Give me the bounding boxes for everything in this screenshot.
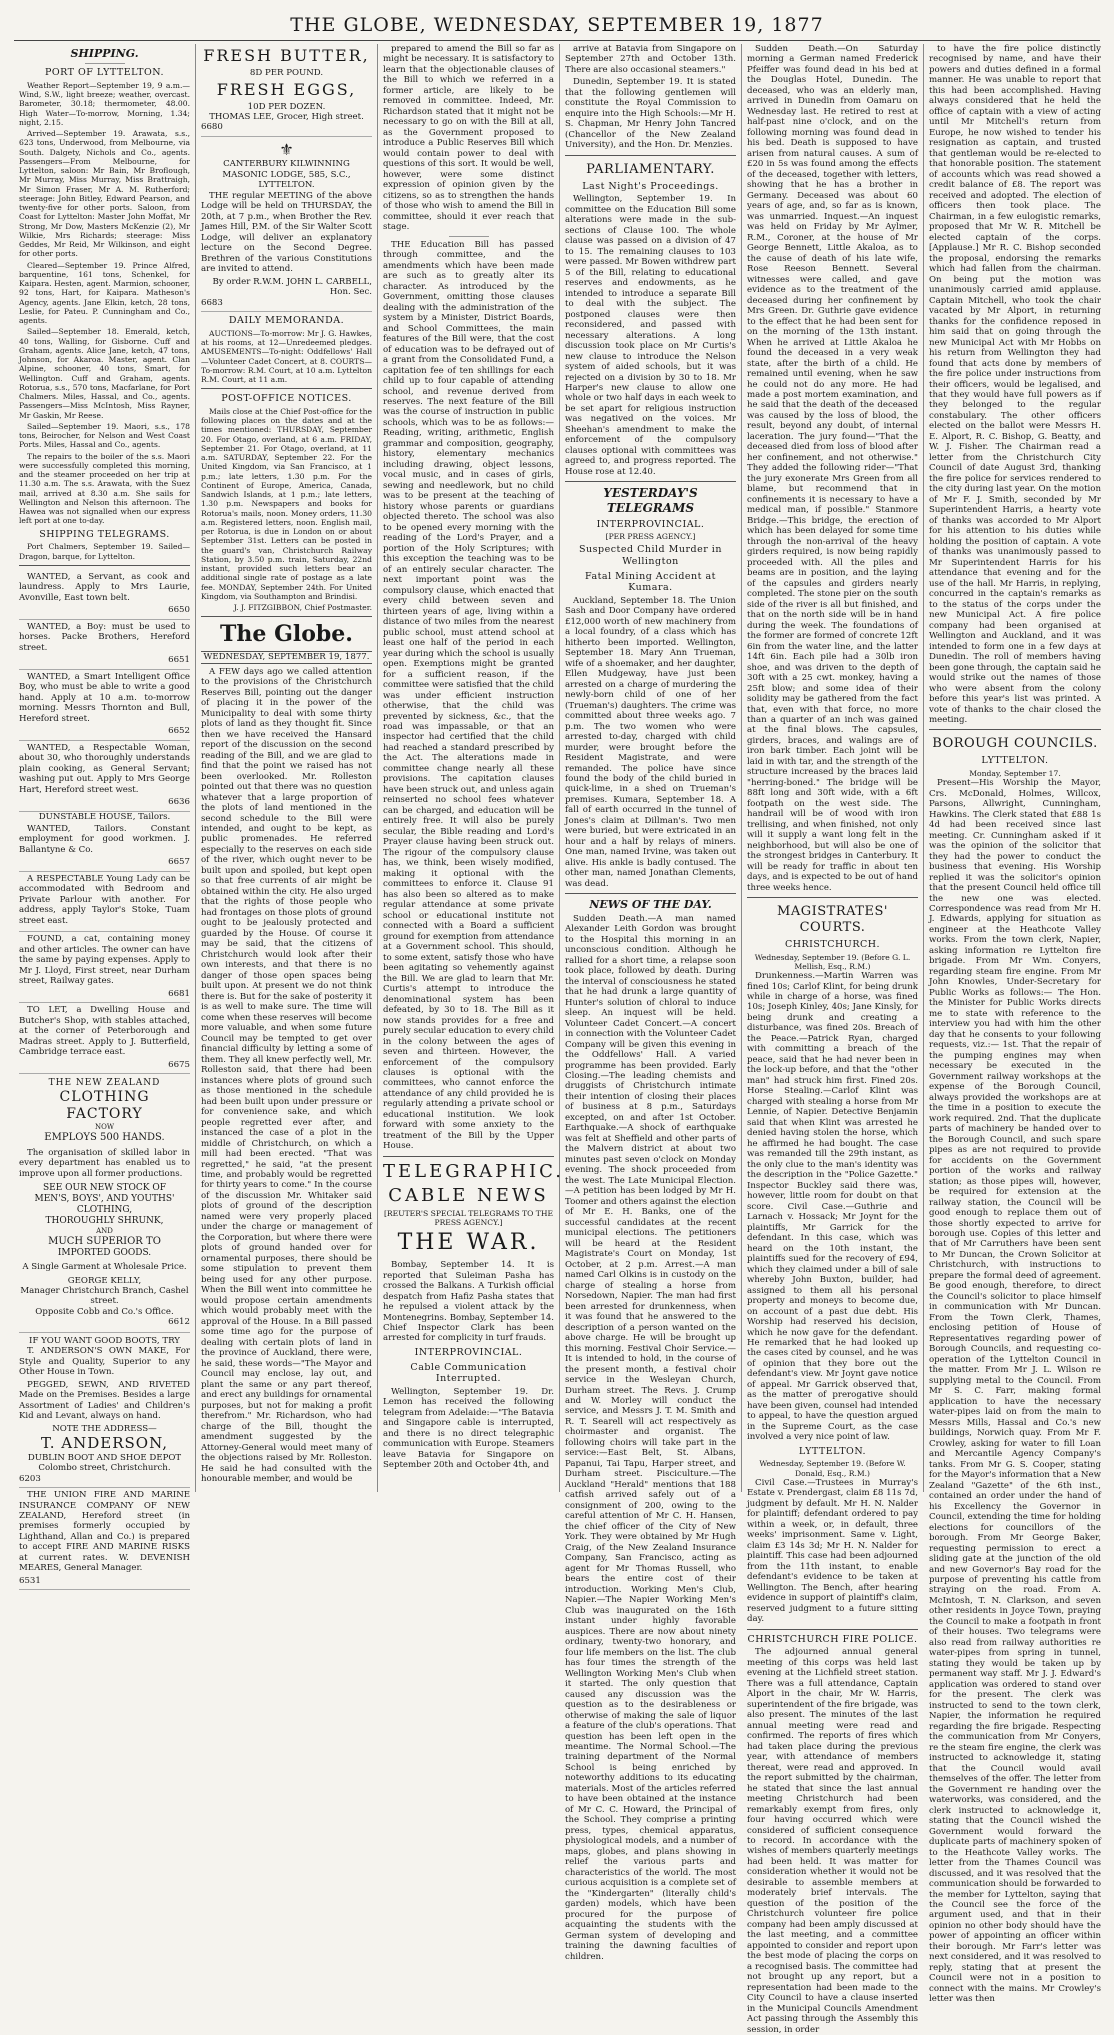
lyttelton-court-title: LYTTELTON.	[798, 1445, 867, 1457]
shipping-title: SHIPPING.	[70, 47, 139, 60]
sailed-19: Sailed—September 19. Maori, s.s., 178 tons, Beirocher, for Nelson and West Coast Ports. Miles, Hassal and Co., agents.	[19, 421, 190, 450]
borough-council-text: Present—His Worship the Mayor, Crs. McDonald, Holmes, Willcox, Parsons, Allwright, Cunningham, Hawkins. The Clerk stated that £88 1s 4d had been received since last meeting. Cr. Cunningham asked if it was the opinion of the solicitor that they had the power to conduct the business that evening. His Worship replied it was the solicitor's opinion that the present Council held office till the new one was elected. Correspondence was read from Mr H. J. Edwards, applying for situation as engineer at the Heathcote Valley works. From the town clerk, Napier, asking information re Lyttelton fire brigade. From Mr Wm. Conyers, regarding steam fire engine. From Mr John Knowles, Under-Secretary for Public Works as follows:— The Hon. the Minister for Public Works directs me to state with reference to the interview you had with him the other day that he consents to your following requests, viz.:— 1st. That the repair of the pumping engines may when necessary be executed in the Government railway workshops at the expense of the Borough Council, always provided the workshops are at the time in a position to execute the work required. 2nd. That the duplicate parts of machinery be handed over to the Borough Council, and such spare pipes as are not required to provide for accidents on the Government portion of the works and railway station; as those pipes will, however, be required for extension at the railway station, the Council will be good enough to replace them out of those shortly expected to arrive for borough use. Copies of this letter and that of Mr Carruthers have been sent to Mr Duncan, the Crown Solicitor at Christchurch, with instructions to prepare the formal deed of agreement. Be good enough, therefore, to direct the Council's solicitor to place himself in communication with Mr Duncan. From the Town Clerk, Thames, enclosing petition of House of Representatives regarding power of Borough Councils, and requesting co-operation of the Lyttelton Council in the matter. From Mr J. L. Wilson re supplying metal to the Council. From Mr S. C. Farr, making formal application to have the necessary water-pipes laid on from the main to Messrs Mills, Hassal and Co.'s new buildings, Norwich quay. From Mr F. Crowley, asking for water to fill Loan and Mercantile Agency Company's tanks. From Mr G. S. Cooper, stating for the Mayor's information that a New Zealand "Gazette" of the 6th inst., contained an order under the hand of his Excellency the Governor in Council, extending the time for holding elections for councillors of the borough. From Mr George Baker, requesting permission to erect a sliding gate at the junction of the old and new Governor's Bay road for the purpose of preventing his cattle from straying on the road. From A. McIntosh, T. N. Clarkson, and seven other residents in Joyce Town, praying the Council to make a footpath in front of their houses. Two telegrams were also read from railway authorities re water-pipes from spring in tunnel, stating they would be taken up by permanent way staff. Mr J. J. Edward's application was ordered to stand over for the present. The clerk was instructed to send to the town clerk, Napier, the information he required regarding the fire brigade. Respecting the communication from Mr Conyers, re the steam fire engine, the clerk was instructed to acknowledge it, stating that the Council would avail themselves of the offer. The letter from the Government re handing over the waterworks, was considered, and the clerk instructed to acknowledge it, stating that the Council wished the Government would forward the duplicate parts of machinery spoken of to the Heathcote Valley works. The letter from the Thames Council was discussed, and it was resolved that the communication should be forwarded to the member for Lyttelton, saying that the Council see the force of the argument used, and that in their opinion no other body should have the power of appointing an officer within their borough. Mr Farr's letter was next considered, and it was resolved to reply, stating that at present the Council were not in a position to connect with the mains. Mr Crowley's letter was then	[929, 778, 1101, 2005]
ad-young-lady: A RESPECTABLE Young Lady can be accommodated with Bedroom and Private Parlour with another. For address, apply Taylor's Stoke, Tuam street east.	[19, 872, 190, 932]
postmaster-signature: J. J. FITZGIBBON, Chief Postmaster.	[233, 603, 372, 613]
parliamentary-title: PARLIAMENTARY.	[586, 161, 715, 177]
borough-councils-title: BOROUGH COUNCILS.	[932, 736, 1098, 752]
ad-to-let: TO LET, a Dwelling House and Butcher's Shop, with stables attached, at the corner of Peterborough and Madras street. Apply to J. Butterfield, Cambridge terrace east. 6675	[19, 1003, 190, 1074]
fire-police-title: CHRISTCHURCH FIRE POLICE.	[747, 1633, 918, 1645]
local-news-continued: Sudden Death.—On Saturday morning a German named Frederick Pfeiffer was found dead in his bed at the Douglas Hotel, Dunedin. The deceased, who was an elderly man, arrived in Dunedin from Oamaru on Wednesday last. He retired to rest at half-past nine o'clock, and on the following morning was found dead in his bed. Death is supposed to have arisen from natural causes. A sum of £20 in 5s was found among the effects of the deceased, together with letters, showing that he has a brother in Germany. Deceased was about 60 years of age, and, so far as is known, was unmarried. Inquest.—An inquest was held on Friday by Mr Aylmer, R.M., Coroner, at the house of Mr George Bennett, Little Akaloa, as to the cause of death of his late wife, Rose Reeson Bennett. Several witnesses were called, and gave evidence as to the treatment of the deceased during her confinement by Mrs Green. Dr. Guthrie gave evidence to the effect that he had been sent for on the morning of the 13th instant. When he arrived at Little Akaloa he found the deceased in a very weak state, after the birth of a child. He remained until evening, when he saw he could not do any more. He had made a post mortem examination, and he said that the death of the deceased was caused by the loss of blood, the result, beyond any doubt, of internal laceration. The jury found—"That the deceased died from loss of blood after her confinement, and not otherwise." They added the following rider—"That the jury exonerate Mrs Green from all blame, but recommend that in confinements it is necessary to have a medical man, if possible." Stanmore Bridge.—This bridge, the erection of which has been delayed for some time through the non-arrival of the heavy girders required, is now being rapidly proceeded with. All the piles and beams are in position, and the laying of the capsules and girders nearly completed. The stone pier on the south side of the river is all but finished, and that on the north side will be in hand during the week. The foundations of the former are formed of concrete 12ft 6in from the water line, and the latter 14ft 6in. Each pile had a 30lb iron shoe, and was driven to the depth of 30ft with a 25 cwt. monkey, having a 25ft blow; and some idea of their solidity may be gathered from the fact that, even with that force, no more than a quarter of an inch was gained at the final blows. The capsules, girders, braces, and walings are of iron bark timber. Each joint will be laid in with tar, and the strength of the structure increased by the braces laid "herring-boned." The bridge will be 88ft long and 30ft wide, with a 6ft footpath on the west side. The handrail will be of wood with iron trellising, and when finished, not only will it supply a want long felt in the neighborhood, but will also be one of the strongest bridges in Canterbury. It will be ready for traffic in about ten days, and is expected to be out of hand three weeks hence.	[747, 44, 918, 893]
column-6	[924, 44, 1106, 2005]
column-1	[14, 44, 196, 1586]
union-insurance-ad: THE UNION FIRE AND MARINE INSURANCE COMPANY OF NEW ZEALAND, Hereford street (in premises formerly occupied by Lighthand, Allan and Co.) is prepared to accept FIRE AND MARINE RISKS at current rates. W. DEVENISH MEARES, General Manager. 6531	[19, 1488, 190, 1590]
ad-woman: WANTED, a Respectable Woman, about 30, who thoroughly understands plain cooking, as General Servant; washing put out. Apply to Mrs George Hart, Hereford street west. 6636	[19, 741, 190, 812]
news-of-the-day-text: Sudden Death.—A man named Alexander Leith Gordon was brought to the Hospital this morning in an unconscious condition. Although he rallied for a short time, a relapse soon took place, followed by death. During the interval of consciousness he stated that he had drunk a large quantity of Hunter's solution of chloral to induce sleep. An inquest will be held. Volunteer Cadet Concert.—A concert in connection with the Volunteer Cadet Company will be given this evening in the Oddfellows' Hall. A varied programme has been provided. Early Closing.—The leading chemists and druggists of Christchurch intimate their intention of closing their places of business at 8 p.m., Saturdays excepted, on and after 1st October. Earthquake.—A shock of earthquake was felt at Sheffield and other parts of the Malvern district at about two minutes past seven o'clock on Monday evening. The shock proceeded from the west. The Late Municipal Election.—A petition has been lodged by Mr H. Toomer and others against the election of Mr E. H. Banks, one of the successful candidates at the recent municipal elections. The petitioners will be heard at the Resident Magistrate's Court on Monday, 1st October, at 2 p.m. Arrest.—A man named Carl Olkins is in custody on the charge of stealing a horse from Norsedown, Napier. The man had first been arrested for drunkenness, when it was found that he answered to the description of a person wanted on the above charge. He will be brought up this morning. Festival Choir Service.—It is intended to hold, in the course of the present month, a festival choir service in the Wesleyan Church, Durham street. The Revs. J. Crump and W. Morley will conduct the service, and Messrs J. T. M. Smith and R. T. Searell will act respectively as choirmaster and organist. The following choirs will take part in the service:—East Belt, St. Albans, Papanui, Tai Tapu, Harper street, and Durham street. Pisciculture.—The Auckland "Herald" mentions that 188 catfish arrived safely out of a consignment of 200, owing to the careful attention of Mr C. H. Hansen, the chief officer of the City of New York. They were obtained by Mr Hugh Craig, of the New Zealand Insurance Company, San Francisco, acting as agent for Mr Thomas Russell, who bears the entire cost of their introduction. Working Men's Club, Napier.—The Napier Working Men's Club was inaugurated on the 16th instant under highly favorable auspices. There are now about ninety ordinary, twenty-two honorary, and four life members on the list. The club has four times the strength of the Wellington Working Men's Club when it started. The only question that caused any discussion was the question as to the desirableness or otherwise of making the sale of liquor a feature of the club's operations. That question has been left open in the meantime. The Normal School.—The training department of the Normal School is being enriched by noteworthy additions to its educating materials. Most of the articles referred to have been obtained at the instance of Mr C. C. Howard, the Principal of the School. They comprise a printing press, types, chemical apparatus, physiological models, and a number of maps, globes, and plans showing in relief the various parts and characteristics of the world. The most curious acquisition is a complete set of the "Kindergarten" (literally child's garden) models, which have been procured for the purpose of acquainting the students with the German system of developing and training the dawning faculties of children.	[565, 913, 736, 1962]
anderson-boots-ad: IF YOU WANT GOOD BOOTS, TRY T. ANDERSON'S OWN MAKE, For Style and Quality, Superior to any Other House in Town. PEGGED, SEWN, AND RIVETED Made on the Premises. Besides a large Assortment of Ladies' and Children's Kid and Levant, always on hand. NOTE THE ADDRESS— T. ANDERSON, DUBLIN BOOT AND SHOE DEPOT Colombo street, Christchurch. 6203	[19, 1333, 190, 1488]
sailed: Sailed—September 18. Emerald, ketch, 40 tons, Walling, for Gisborne. Cuff and Graham, agents. Alice Jane, ketch, 47 tons, Johnson, for Akaroa. Master, agent. Clan Alpine, schooner, 40 tons, Smart, for Wellington. Cuff and Graham, agents. Rotorua, s.s., 570 tons, Macfarlane, for Port Chalmers. Miles, Hassal, and Co., agents. Passengers—Miss McIntosh, Miss Rayner, Mr Gaskin, Mr Reese.	[19, 327, 190, 420]
parliamentary-text: Wellington, September 19. In committee on the Education Bill some alterations were made in the sub-sections of Clause 100. The whole clause was passed on a division of 47 to 15. The remaining clauses to 103 were passed. Mr Bowen withdrew part 5 of the Bill, relating to educational reserves and endowments, as he intended to introduce a separate Bill to deal with the subject. The postponed clauses were then reconsidered, and passed with necessary alterations. A long discussion took place on Mr Curtis's new clause to introduce the Nelson system of aided schools, but it was rejected on a division by 30 to 18. Mr Harper's new clause to allow one whole or two half days in each week to be set apart for religious instruction was negatived on the voices. Mr Sheehan's amendment to make the enforcement of the compulsory clauses optional with committees was agreed to, and progress reported. The House rose at 12.40.	[565, 194, 736, 477]
daily-memoranda: AUCTIONS—To-morrow: Mr J. G. Hawkes, at his rooms, at 12—Unredeemed pledges. AMUSEMENTS—To-night: Oddfellows' Hall—Volunteer Cadet Concert, at 8. COURTS—To-morrow: R.M. Court, at 10 a.m. Lyttelton R.M. Court, at 11 a.m.	[201, 328, 372, 385]
clothing-factory-ad: THE NEW ZEALAND CLOTHING FACTORY NOW EMPLOYS 500 HANDS. The organisation of skilled labor in every department has enabled us to improve upon all former productions. SEE OUR NEW STOCK OF MEN'S, BOYS', AND YOUTHS' CLOTHING, THOROUGHLY SHRUNK, AND MUCH SUPERIOR TO IMPORTED GOODS. A Single Garment at Wholesale Price. GEORGE KELLY, Manager Christchurch Branch, Cashel street. Opposite Cobb and Co.'s Office. 6612	[19, 1074, 190, 1333]
cable-interrupted-text: Wellington, September 19. Dr. Lemon has received the following telegram from Adelaide:—"The Batavia and Singapore cable is interrupted, and there is no direct telegraphic communication with Europe. Steamers leave Batavia for Singapore on September 20th and October 4th, and	[383, 1386, 554, 1471]
column-3	[378, 44, 564, 1492]
shipping-telegrams: Port Chalmers, September 19. Sailed—Dragon, barque, for Lyttelton.	[19, 542, 190, 561]
batavia-continued: arrive at Batavia from Singapore on September 27th and October 13th. There are also occasional steamers."	[565, 44, 736, 75]
post-office-notices: Mails close at the Chief Post-office for the following places on the dates and at the times mentioned: THURSDAY, September 20. For Otago, overland, at 6 a.m. FRIDAY, September 21. For Otago, overland, at 11 a.m. SATURDAY, September 22. For the United Kingdom, via San Francisco, at 1 p.m.; late letters, 1.30 p.m. For the Continent of Europe, America, Canada, Sandwich Islands, at 1 p.m.; late letters, 1.30 p.m. Newspapers and books for Rotorua's mails, noon. Money orders, 11.30 a.m. Registered letters, noon. English mail, per Rotorua, is due in London on or about September 31st. Letters can be posted in the guard's van, Christchurch Railway Station, by 3.50 p.m. train, Saturday, 22nd instant, provided such letters bear an additional single rate of postage as a late fee. MONDAY, September 24th. For United Kingdom, via Southampton and Brindisi.	[201, 406, 372, 601]
editorial-dateline: WEDNESDAY, SEPTEMBER 19, 1877.	[201, 651, 372, 663]
leader-reserves-bill: A FEW days ago we called attention to the provisions of the Christchurch Reserves Bill, pointing out the danger of placing it in the power of the Municipality to deal with some thirty plots of land as they thought fit. Since then we have received the Hansard report of the discussion on the second reading of the Bill, and we are glad to find that the point we raised has not been overlooked. Mr. Rolleston pointed out that there was no question whatever that a large proportion of the plots of land mentioned in the second schedule to the Bill were intended, and ought to be kept, as public promenades. He referred especially to the reserves on each side of the river, which ought never to be built upon and spoiled, but kept open so that free currents of air might be obtained within the city. He also urged that the rights of those people who had frontages on those plots of ground ought to be jealously protected and guarded by the House. Of course it may be said, that the citizens of Christchurch would look after their own interests, and that there is no danger of those open spaces being built upon. At present we do not think there is. But for the sake of posterity it is as well to make sure. The time will come when these reserves will become more valuable, and when some future Council may be tempted to get over financial difficulty by letting a some of them. They all knew perfectly well, Mr. Rolleston said, that there had been instances where plots of ground such as those mentioned in the schedule had been built upon under pressure or for convenience sake, and which people regretted ever after, and instanced the case of a plot in the middle of Christchurch, on which a mill had been erected. "That was regretted," he said, "at the present time, and probably would be regretted for thirty years to come." In the course of the discussion Mr. Whitaker said plots of ground of the description named were very properly placed under the charge or management of the Corporation, but where there were plots of ground handed over for ornamental purposes, there should be some stipulation to prevent them being used for any other purpose. When the Bill went into committee he would propose certain amendments which would probably meet with the approval of the House. In a Bill passed some time ago for the purpose of dealing with certain plots of land in the province of Auckland, there were, he said, these words—"The Mayor and Council may enclose, lay out, and plant the same or any part thereof, and erect any buildings for ornamental purposes, but not for making a profit therefrom." Mr. Richardson, who had charge of the Bill, thought the amendment suggested by the Attorney-General would meet many of the objections raised by Mr. Rolleston. He said he had consulted with the honourable member, and would be	[201, 666, 372, 1485]
globe-title: The Globe.	[220, 621, 353, 648]
christchurch-court-title: CHRISTCHURCH.	[784, 938, 881, 950]
christchurch-court-text: Drunkenness.—Martin Warren was fined 10s; Carlof Klint, for being drunk while in charge of a horse, was fined 10s; Joseph Kinley, 40s; Jane Kinsly, for being drunk and creating a disturbance, was fined 20s. Breach of the Peace.—Patrick Ryan, charged with committing a breach of the peace, said that he had never been in the lock-up before, and that the "other man" had struck him first. Fined 20s. Horse Stealing.—Carlof Klint was charged with stealing a horse from Mr Lennie, of Napier. Detective Benjamin said that when Klint was arrested he denied having stolen the horse, which he affirmed he had bought. The case was remanded till the 29th instant, as the only clue to the man's identity was the description in the "Police Gazette." Inspector Buckley said there was, however, little room for doubt on that score. Civil Case.—Guthrie and Larnach v. Hossack; Mr Joynt for the plaintiffs, Mr Garrick for the defendant. In this case, which was heard on the 10th instant, the plaintiffs sued for the recovery of £94, which they claimed under a bill of sale whereby John Buxton, builder, had assigned to them all his personal property and moneys to become due, on account of a past due debt. His Worship had reserved his decision, which he now gave for the defendant. He remarked that he had looked up the cases cited by counsel, and he was of opinion that they bore out the defendant's view. Mr Joynt gave notice of appeal. Mr Garrick observed that, as the matter of prerogative should have been given, counsel had intended to appeal, to have the question argued in the Supreme Court, as the case involved a very nice point of law.	[747, 971, 918, 1443]
dunstable-house: DUNSTABLE HOUSE, Tailors.	[38, 811, 171, 822]
leader-education-bill: THE Education Bill has passed through committee, and the amendments which have been made are such as to greatly alter its character. As introduced by the Government, omitting those clauses dealing with the administration of the system by a Minister, District Boards, and School Committees, the main features of the Bill were, that the cost of education was to be defrayed out of a grant from the Consolidated Fund, a capitation fee of ten shillings for each child up to four capable of attending school, and revenue derived from reserves. The next feature of the Bill was the course of instruction in public schools, which was to be as follows:—Reading, writing, arithmetic, English grammar and composition, geography, history, elementary mechanics including drawing, object lessons, vocal music, and in cases of girls, sewing and needlework, but no child was to be present at the teaching of history whose parents or guardians objected thereto. The school was also to be opened every morning with the reading of the Lord's Prayer, and a portion of the Holy Scriptures; with this exception the teaching was to be of an entirely secular character. The next important point was the compulsory clause, which enacted that every child between seven and thirteen years of age, living within a distance of two miles from the nearest public school, must attend school at least one half of the period in each year during which the school is usually open. Exemptions might be granted for a sufficient reason, if the committee were satisfied that the child was under efficient instruction otherwise, that the child was prevented by sickness, &c., that the road was impassable, or that an inspector had certified that the child had reached a standard prescribed by the Act. The alterations made in committee change nearly all these provisions. The capitation clauses have been struck out, and unless again reinserted no school fees whatever can be charged, and education will be entirely free. It will also be purely secular, the Bible reading and Lord's Prayer clause having been struck out. The rigour of the compulsory clause has, we think, been wisely modified, making it optional with the committees to enforce it. Clause 91 has also been so altered as to make regular attendance at some private school or educational institute not connected with a Board a sufficient ground for exemption from attendance at a Government school. This should, to some extent, satisfy those who have been agitating so vehemently against the Bill. We are glad to learn that Mr. Curtis's attempt to introduce the denominational system has been defeated, by 30 to 18. The Bill as it now stands provides for a free and purely secular education to every child in the colony between the ages of seven and thirteen. However, the enforcement of the compulsory clauses is optional with the committees, who cannot enforce the attendance of any child provided he is regularly attending a private school or educational institution. We look forward with some anxiety to the treatment of the Bill by the Upper House.	[383, 239, 554, 1152]
news-of-the-day-title: NEWS OF THE DAY.	[589, 898, 712, 912]
headline-mining-accident: Fatal Mining Accident at Kumara.	[585, 570, 716, 594]
christchurch-court-date: Wednesday, September 19. (Before G. L. Mellish, Esq., R.M.)	[754, 952, 911, 971]
dunedin-commission: Dunedin, September 19. It is stated that the following gentlemen will constitute the Royal Commission to enquire into the High Schools:—Mr H. S. Chapman, Mr Henry John Tancred (Chancellor of the New Zealand University), and the Hon. Dr. Menzies.	[565, 77, 736, 151]
interprovincial-title-2: INTERPROVINCIAL.	[596, 518, 705, 530]
ad-tailors: WANTED, Tailors. Constant employment for good workmen. J. Ballantyne & Co. 6657	[19, 822, 190, 872]
masonic-lodge-ad: ⚜ CANTERBURY KILWINNING MASONIC LODGE, 585, S.C., LYTTELTON. THE regular MEETING of the above Lodge will be held on THURSDAY, the 20th, at 7 p.m., when Brother the Rev. James Hill, P.M. of the Sir Walter Scott Lodge, will deliver an explanatory lecture on the Second Degree. Brethren of the various Constitutions are invited to attend. By order R.W.M. JOHN L. CARBELL, Hon. Sec. 6683	[201, 137, 372, 312]
lyttelton-court-text: Civil Case.—Trustees in Murray's Estate v. Prendergast, claim £8 11s 7d, judgment by default. Mr H. N. Nalder for plaintiff; defendant ordered to pay within a week, or, in default, three weeks' imprisonment. Same v. Light, claim £3 14s 3d; Mr H. N. Nalder for plaintiff. This case had been adjourned from the 11th instant, to enable defendant's evidence to be taken at Wellington. The Bench, after hearing evidence in support of plaintiff's claim, reserved judgment to a future sitting day.	[747, 1477, 918, 1625]
daily-memoranda-title: DAILY MEMORANDA.	[228, 315, 345, 327]
column-2	[196, 44, 378, 1492]
port-title: PORT OF LYTTELTON.	[44, 67, 165, 79]
reuter-line: [REUTER'S SPECIAL TELEGRAMS TO THE PRESS AGENCY.]	[383, 1208, 554, 1228]
war-news: Bombay, September 14. It is reported that Suleiman Pasha has crossed the Balkans. A Turkish official despatch from Hafiz Pasha states that he repulsed a violent attack by the Montenegrins. Bombay, September 14. Chief Inspector Clark has been arrested for complicity in turf frauds.	[383, 1260, 554, 1344]
shipping-notes: The repairs to the boiler of the s.s. Maori were successfully completed this morning, and the steamer proceeded on her trip at 11.30 a.m. The s.s. Arawata, with the Suez mail, arrived at 8.30 a.m. She sails for Wellington and Nelson this afternoon. The Hawea was not signalled when our express left port at one to-day.	[19, 451, 190, 526]
borough-lyttelton-title: LYTTELTON.	[981, 755, 1049, 767]
ad-found-cat: FOUND, a cat, containing money and other articles. The owner can have the same by paying expenses. Apply to Mr J. Lloyd, First street, near Durham street, Railway gates. 6681	[19, 932, 190, 1003]
cable-interrupted-title: Cable Communication Interrupted.	[410, 1361, 527, 1385]
shipping-telegrams-title: SHIPPING TELEGRAMS.	[39, 528, 170, 540]
ad-servant: WANTED, a Servant, as cook and laundress. Apply to Mrs Laurie, Avonville, East town belt. 6650	[19, 570, 190, 620]
lyttelton-court-date: Wednesday, September 19. (Before W. Donald, Esq., R.M.)	[759, 1459, 906, 1478]
compass-icon: ⚜	[279, 139, 294, 159]
masthead: THE GLOBE, WEDNESDAY, SEPTEMBER 19, 1877	[14, 14, 1100, 41]
post-office-title: POST-OFFICE NOTICES.	[221, 393, 352, 405]
columns	[14, 44, 1101, 2035]
interprovincial-title: INTERPROVINCIAL.	[414, 1346, 523, 1358]
telegrams-text: Auckland, September 18. The Union Sash and Door Company have ordered £12,000 worth of new machinery from a local foundry, of a class which has hitherto been imported. Wellington, September 18. Mary Ann Trueman, wife of a shoemaker, and her daughter, Ellen Mudgeway, have just been arrested on a charge of murdering the newly-born child of one of her (Trueman's) daughters. The crime was committed about three weeks ago. 7 p.m. The two women who were arrested to-day, charged with child murder, were brought before the Resident Magistrate, and were remanded. The police have since found the body of the child buried in quick-lime, in a shed on Trueman's premises. Kumara, September 18. A fall of earth occurred in the tunnel of Jones's claim at Dillman's. Two men were buried, but were extricated in an hour and a half by relays of miners. One man, named Irvine, was taken out alive. His ankle is badly contused. The other man, named Jonathan Clements, was dead.	[565, 595, 736, 889]
leader-continued: prepared to amend the Bill so far as might be necessary. It is satisfactory to learn that the objectionable clauses of the Bill to which we referred in a former article, are likely to be removed in committee. Indeed, Mr. Richardson stated that it might not be necessary to go on with the Bill at all, as the Government proposed to introduce a Public Reserves Bill which would contain power to deal with questions of this sort. It would be well, however, were some distinct expression of opinion given by the citizens, so as to strengthen the hands of those who wish to amend the Bill in committee, should it ever reach that stage.	[383, 44, 554, 233]
ad-boy: WANTED, a Boy: must be used to horses. Packe Brothers, Hereford street. 6651	[19, 620, 190, 670]
yesterdays-telegrams-title: YESTERDAY'S TELEGRAMS	[603, 486, 698, 515]
headline-child-murder: Suspected Child Murder in Wellington	[579, 544, 722, 568]
borough-date: Monday, September 17.	[969, 768, 1061, 778]
telegraphic-title: TELEGRAPHIC.	[383, 1160, 564, 1182]
the-war-title: THE WAR.	[397, 1230, 540, 1256]
weather-report: Weather Report—September 19, 9 a.m.—Wind, S.W., light breeze; weather, overcast. Barometer, 30.18; thermometer, 48.00. High Water—To-morrow, Morning, 1.34; night, 2.15.	[19, 80, 190, 127]
parliamentary-subtitle: Last Night's Proceedings.	[582, 180, 719, 192]
arrived: Arrived—September 19. Arawata, s.s., 623 tons, Underwood, from Melbourne, via South. Dalgety, Nichols and Co., agents. Passengers—From Melbourne, for Lyttelton, saloon: Mr Bain, Mr Broflough, Mr Murray, Miss Murray, Miss Brattraigh, Mr Simon Fraser, Mr A. M. Rutherford; steerage: John Bitley, Edward Pearson, and twenty-five for other ports. Saloon, from Coast for Lyttelton: Master John Moffat, Mr Strong, Mr Dow, Masters McKenzie (2), Mr Wilkie, Mrs Richards; steerage: Miss Geddes, Mr Reid, Mr Wilkinson, and eight for other ports.	[19, 129, 190, 259]
fire-police-continued: to have the fire police distinctly recognised by name, and have their powers and duties defined in a formal manner. He was unable to report that this had been accomplished. Having always considered that he held the office of captain with a view of acting until Mr Mitchell's return from Europe, he now wished to tender his resignation as captain, and trusted that gentleman would be re-elected to that honorable position. The statement of accounts which was read showed a credit balance of £8. The report was received and adopted. The election of officers then took place. The Chairman, in a few eulogistic remarks, proposed that Mr W. R. Mitchell be elected captain of the corps. [Applause.] Mr R. C. Bishop seconded the proposal, endorsing the remarks which had fallen from the chairman. On being put the motion was unanimously carried amid applause. Captain Mitchell, who took the chair vacated by Mr Alport, in returning thanks for the confidence reposed in him said that on going through the new Municipal Act with Mr Hobbs on his return from Wellington they had found that acts done by members of the fire police under instructions from their officers, would be legalised, and that they would have full powers as if they belonged to the regular constabulary. The other officers elected on the ballot were Messrs H. E. Alport, R. C. Bishop, G. Beatty, and W. J. Fisher. The Chairman read a letter from the Christchurch City Council of date August 3rd, thanking the fire police for services rendered to the city during last year. On the motion of Mr F. J. Smith, seconded by Mr Superintendent Harris, a hearty vote of thanks was accorded to Mr Alport for his attention to his duties while holding the position of captain. A vote of thanks was unanimously passed to Mr Superintendent Harris for his attendance that evening and for the use of the hall. Mr Harris, in replying, concurred in the captain's remarks as to the status of the corps under the new Municipal Act. A fire police company had been organised at Wellington and Auckland, and it was intended to form one in a few days at Dunedin. The roll of members having been gone through, the captain said he would strike out the names of those who were absent from the colony before this year's list was printed. A vote of thanks to the chair closed the meeting.	[929, 44, 1101, 725]
cable-news-title: CABLE NEWS	[388, 1184, 549, 1206]
press-agency: [PER PRESS AGENCY.]	[605, 532, 696, 542]
butter-eggs-ad: FRESH BUTTER, 8D PER POUND. FRESH EGGS, 10D PER DOZEN. THOMAS LEE, Grocer, High street. 6680	[201, 46, 372, 137]
ad-office-boy: WANTED, a Smart Intelligent Office Boy, who must be able to write a good hand. Apply at 10 a.m. to-morrow morning. Messrs Thornton and Bull, Hereford street. 6652	[19, 670, 190, 741]
fire-police-text: The adjourned annual general meeting of this corps was held last evening at the Lichfield street station. There was a full attendance, Captain Alport in the chair, Mr W. Harris, superintendent of the fire brigade, was also present. The minutes of the last annual meeting were read and confirmed. The reports of fires which had taken place during the previous year, with attendance of members thereat, were read and approved. In the report submitted by the chairman, he stated that since the last annual meeting Christchurch had been remarkably exempt from fires, only four having occurred which were considered of sufficient consequence to record. In accordance with the wishes of members quarterly meetings had been held. It was matter for consideration whether it would not be desirable to assemble members at moderately brief intervals. The question of the position of the Christchurch volunteer fire police company had been amply discussed at the last meeting, and a committee appointed to consider and report upon the best mode of placing the corps on a recognised basis. The committee had not brought up any report, but a representation had been made to the City Council to have a clause inserted in the Municipal Councils Amendment Act passing through the Assembly this session, in order	[747, 1647, 918, 2035]
cleared: Cleared—September 19. Prince Alfred, barquentine, 161 tons, Schenkel, for Kaipara. Hesten, agent. Marmion, schooner, 92 tons, Hart, for Kaipara. Matheson's Agency, agents. Jane Elkin, ketch, 28 tons, Leslie, for Pateu. P. Cunningham and Co., agents.	[19, 260, 190, 326]
column-5	[742, 44, 924, 2035]
column-4	[560, 44, 742, 1962]
magistrates-courts-title: MAGISTRATES' COURTS.	[777, 904, 888, 936]
